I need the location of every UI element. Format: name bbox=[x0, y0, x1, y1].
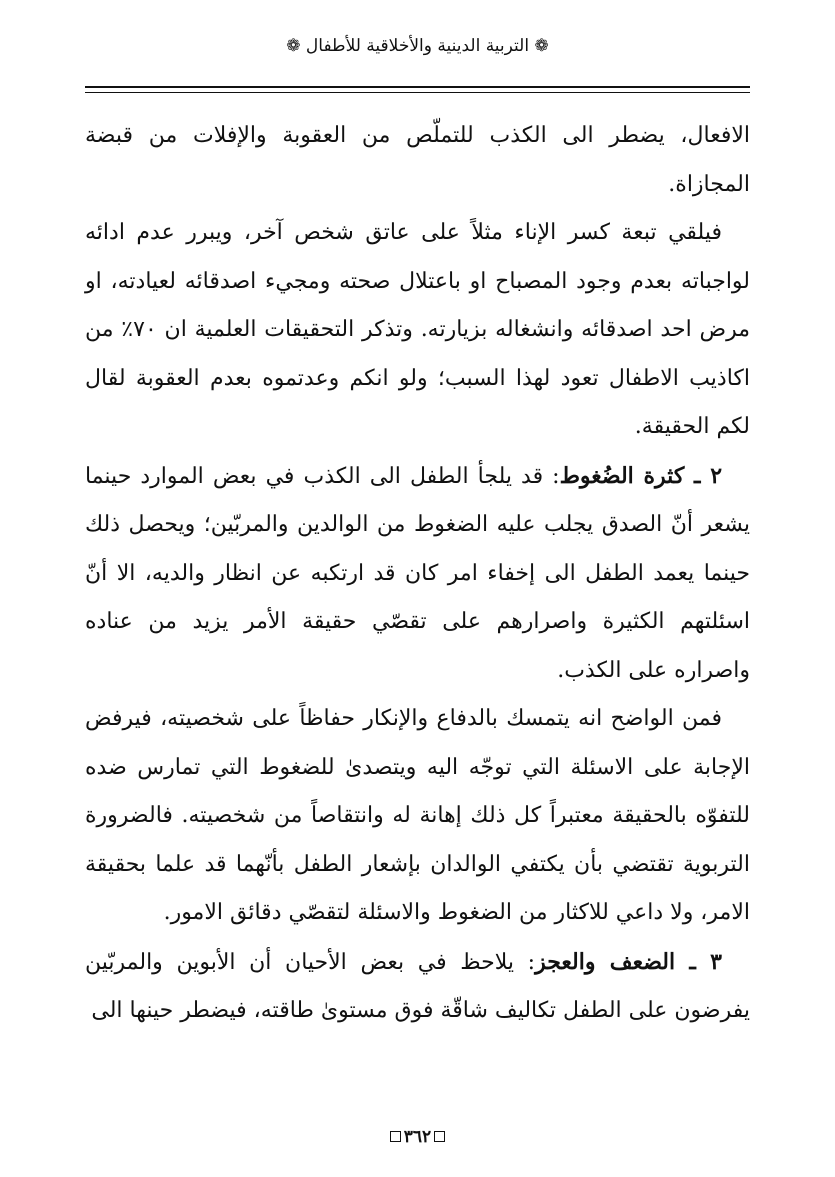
paragraph-text: الافعال، يضطر الى الكذب للتملّص من العقوبة والإفلات من قبضة المجازاة. bbox=[85, 123, 750, 197]
header-rule-thin bbox=[85, 92, 750, 93]
paragraph-text: فيلقي تبعة كسر الإناء مثلاً على عاتق شخص آخر، ويبرر عدم ادائه لواجباته بعدم وجود المصباح او باعتلال صحته ومجيء اصدقائه لعيادته، او مرض احد اصدقائه وانشغاله بزيارته. وتذكر التحقيقات العلمية ان ٧٠٪ من اكاذيب الاطفال تعود لهذا السبب؛ ولو انكم وعدتموه بعدم العقوبة لقال لكم الحقيقة. bbox=[85, 220, 750, 439]
running-header: ❁ التربية الدينية والأخلاقية للأطفال ❁ bbox=[286, 36, 549, 56]
paragraph-2 bbox=[85, 209, 750, 452]
square-ornament-icon bbox=[390, 1131, 401, 1142]
paragraph-5 bbox=[85, 938, 750, 1036]
paragraph-1 bbox=[85, 112, 750, 209]
body-text bbox=[85, 112, 750, 1036]
page-number bbox=[85, 1126, 750, 1148]
paragraph-text: : يلاحظ في بعض الأحيان أن الأبوين والمربّين يفرضون على الطفل تكاليف شاقّة فوق مستوىٰ طاقته، فيضطر حينها الى bbox=[85, 949, 750, 1023]
paragraph-text: فمن الواضح انه يتمسك بالدفاع والإنكار حفاظاً على شخصيته، فيرفض الإجابة على الاسئلة التي توجّه اليه ويتصدىٰ للضغوط التي تمارس ضده للتفوّه بالحقيقة معتبراً كل ذلك إهانة له وانتقاصاً من شخصيته. فالضرورة التربوية تقتضي بأن يكتفي الوالدان بإشعار الطفل بأنّهما قد علما بحقيقة الامر، ولا داعي للاكثار من الضغوط والاسئلة لتقصّي دقائق الامور. bbox=[85, 706, 750, 925]
section-heading: ٣ ـ الضعف والعجز bbox=[535, 948, 722, 975]
paragraph-text: : قد يلجأ الطفل الى الكذب في بعض الموارد حينما يشعر أنّ الصدق يجلب عليه الضغوط من الوالدين والمربّين؛ ويحصل ذلك حينما يعمد الطفل الى إخفاء امر كان قد ارتكبه عن انظار والديه، الا أنّ اسئلتهم الكثيرة واصرارهم على تقصّي حقيقة الأمر يزيد من عناده واصراره على الكذب. bbox=[85, 463, 750, 683]
paragraph-3 bbox=[85, 452, 750, 696]
square-ornament-icon bbox=[434, 1131, 445, 1142]
page-number-value: ٣٦٢ bbox=[403, 1127, 432, 1147]
paragraph-4 bbox=[85, 695, 750, 938]
section-heading: ٢ ـ كثرة الضُغوط bbox=[559, 462, 723, 489]
header-rule-thick bbox=[85, 86, 750, 88]
